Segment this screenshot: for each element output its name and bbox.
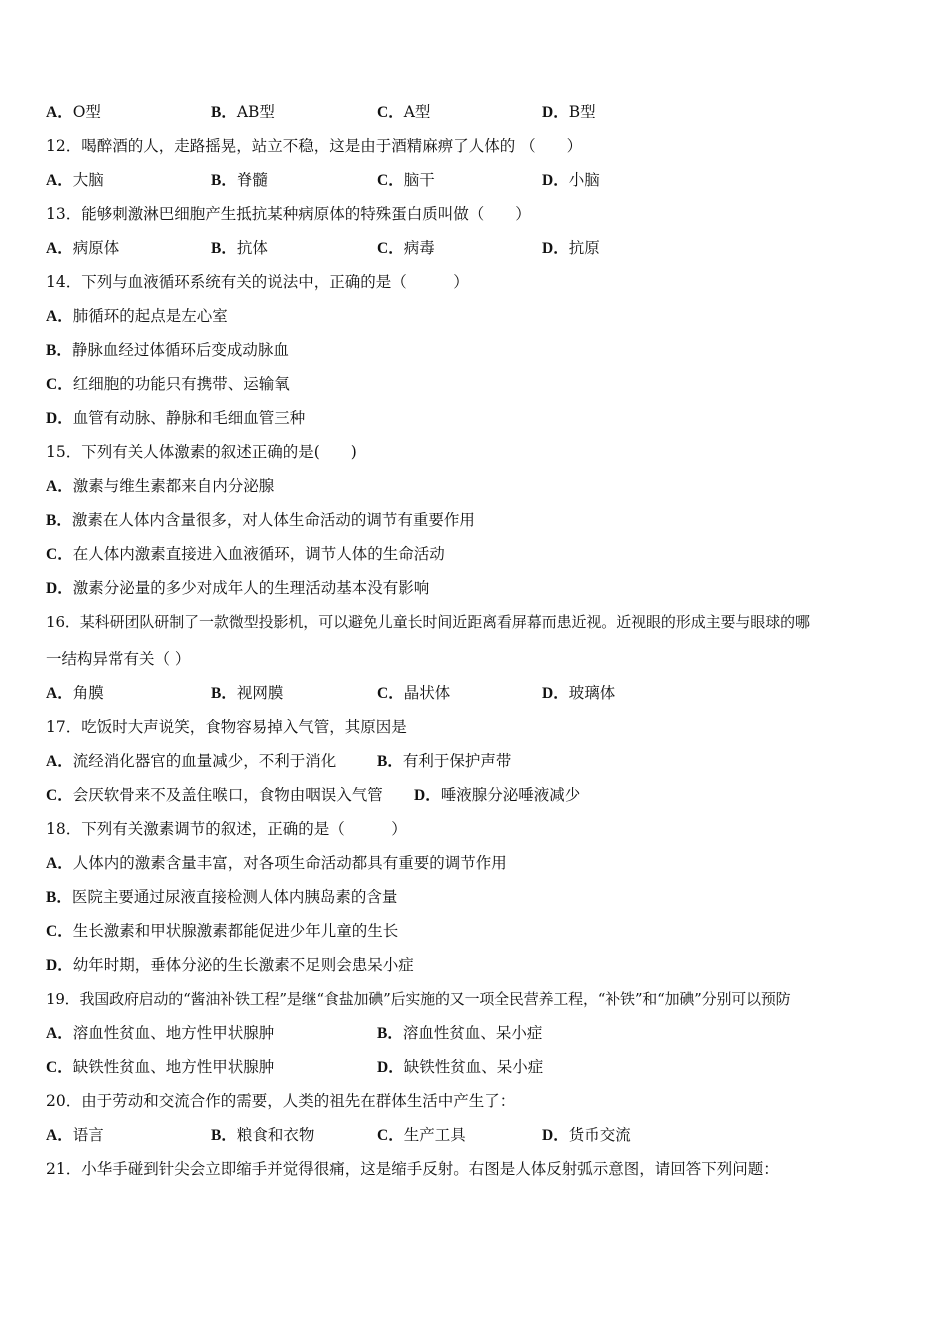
q15-option-c bbox=[46, 544, 445, 565]
q15-option-d bbox=[46, 578, 429, 599]
option-text: 肺循环的起点是左心室 bbox=[72, 307, 228, 325]
option-label: B． bbox=[377, 1025, 403, 1042]
option-text: 晶状体 bbox=[403, 684, 451, 702]
option-label: C． bbox=[46, 546, 73, 563]
q11-option-c bbox=[377, 102, 430, 123]
option-text: 语言 bbox=[72, 1126, 104, 1144]
option-label: B． bbox=[46, 512, 72, 529]
option-label: C． bbox=[377, 1127, 404, 1144]
option-label: C． bbox=[46, 376, 73, 393]
option-label: C． bbox=[46, 787, 73, 804]
option-label: B． bbox=[211, 172, 237, 189]
q17-option-c bbox=[46, 785, 383, 806]
option-label: D． bbox=[377, 1059, 404, 1076]
q18-option-c bbox=[46, 921, 398, 942]
q19-option-b bbox=[377, 1023, 542, 1044]
option-text: 生长激素和甲状腺激素都能促进少年儿童的生长 bbox=[72, 922, 399, 940]
option-text: 大脑 bbox=[72, 171, 104, 189]
q18-option-b bbox=[46, 887, 397, 908]
q19-option-c bbox=[46, 1057, 274, 1078]
q18-option-a bbox=[46, 853, 507, 874]
q12-option-c bbox=[377, 170, 435, 191]
option-label: A． bbox=[46, 1025, 73, 1042]
option-label: D． bbox=[46, 580, 73, 597]
option-label: D． bbox=[46, 410, 73, 427]
option-label: D． bbox=[542, 172, 569, 189]
option-text: 在人体内激素直接进入血液循环，调节人体的生命活动 bbox=[72, 545, 445, 563]
option-text: 激素与维生素都来自内分泌腺 bbox=[72, 477, 275, 495]
option-label: D． bbox=[542, 240, 569, 257]
option-label: A． bbox=[46, 240, 73, 257]
option-text: 血管有动脉、静脉和毛细血管三种 bbox=[72, 409, 306, 427]
q16-option-b bbox=[211, 683, 283, 704]
option-label: C． bbox=[377, 685, 404, 702]
q11-option-a bbox=[46, 102, 101, 123]
option-label: A． bbox=[46, 478, 73, 495]
option-label: A． bbox=[46, 685, 73, 702]
option-text: 静脉血经过体循环后变成动脉血 bbox=[71, 341, 289, 359]
option-label: B． bbox=[211, 1127, 237, 1144]
option-text: 红细胞的功能只有携带、运输氧 bbox=[72, 375, 290, 393]
q14-option-d bbox=[46, 408, 305, 429]
option-text: 小脑 bbox=[568, 171, 600, 189]
q12-option-b bbox=[211, 170, 268, 191]
option-label: D． bbox=[46, 957, 73, 974]
option-label: A． bbox=[46, 855, 73, 872]
q14-option-a bbox=[46, 306, 228, 327]
q13-option-a bbox=[46, 238, 119, 259]
q11-option-b bbox=[211, 102, 275, 123]
q17-option-d bbox=[414, 785, 580, 806]
option-label: C． bbox=[46, 923, 73, 940]
q13-option-b bbox=[211, 238, 268, 259]
option-label: D． bbox=[542, 685, 569, 702]
option-label: A． bbox=[46, 308, 73, 325]
q16-option-d bbox=[542, 683, 615, 704]
option-text: 医院主要通过尿液直接检测人体内胰岛素的含量 bbox=[71, 888, 398, 906]
option-text: 流经消化器官的血量减少，不利于消化 bbox=[72, 752, 337, 770]
q16-option-a bbox=[46, 683, 104, 704]
q14-stem: 14．下列与血液循环系统有关的说法中，正确的是（ ） bbox=[46, 273, 469, 291]
option-label: B． bbox=[46, 889, 72, 906]
q14-option-b bbox=[46, 340, 289, 361]
option-label: A． bbox=[46, 753, 73, 770]
option-text: 溶血性贫血、呆小症 bbox=[402, 1024, 543, 1042]
option-text: 抗原 bbox=[568, 239, 600, 257]
option-text: 粮食和衣物 bbox=[236, 1126, 315, 1144]
q15-stem: 15．下列有关人体激素的叙述正确的是( ) bbox=[46, 443, 357, 461]
option-text: 激素在人体内含量很多，对人体生命活动的调节有重要作用 bbox=[71, 511, 475, 529]
q11-option-d bbox=[542, 102, 596, 123]
option-label: C． bbox=[377, 240, 404, 257]
q12-option-d bbox=[542, 170, 600, 191]
option-text: 激素分泌量的多少对成年人的生理活动基本没有影响 bbox=[72, 579, 430, 597]
option-text: 玻璃体 bbox=[568, 684, 616, 702]
option-text: 会厌软骨来不及盖住喉口，食物由咽误入气管 bbox=[72, 786, 383, 804]
option-text: 病原体 bbox=[72, 239, 120, 257]
q16-stem-line1: 16．某科研团队研制了一款微型投影机，可以避免儿童长时间近距离看屏幕而患近视。近视眼的形成主要与眼球的哪 bbox=[46, 613, 810, 631]
q16-stem-line2: 一结构异常有关（ ） bbox=[46, 650, 191, 668]
option-text: 人体内的激素含量丰富，对各项生命活动都具有重要的调节作用 bbox=[72, 854, 507, 872]
q20-option-a bbox=[46, 1125, 104, 1146]
option-text: 有利于保护声带 bbox=[402, 752, 512, 770]
option-label: C． bbox=[377, 104, 404, 121]
q20-option-d bbox=[542, 1125, 631, 1146]
q17-option-a bbox=[46, 751, 336, 772]
option-label: B． bbox=[211, 240, 237, 257]
q17-stem: 17．吃饭时大声说笑，食物容易掉入气管，其原因是 bbox=[46, 718, 407, 736]
q17-option-b bbox=[377, 751, 511, 772]
option-label: A． bbox=[46, 104, 73, 121]
option-label: B． bbox=[377, 753, 403, 770]
q14-option-c bbox=[46, 374, 290, 395]
q15-option-a bbox=[46, 476, 274, 497]
option-text: O型 bbox=[72, 103, 101, 121]
q12-stem: 12．喝醉酒的人，走路摇晃，站立不稳，这是由于酒精麻痹了人体的 （ ） bbox=[46, 137, 583, 155]
q21-stem: 21．小华手碰到针尖会立即缩手并觉得很痛，这是缩手反射。右图是人体反射弧示意图，请回答下列问题： bbox=[46, 1160, 779, 1178]
option-text: AB型 bbox=[236, 103, 275, 121]
option-text: 脑干 bbox=[403, 171, 435, 189]
option-text: 角膜 bbox=[72, 684, 104, 702]
q18-option-d bbox=[46, 955, 414, 976]
q12-option-a bbox=[46, 170, 104, 191]
option-text: 生产工具 bbox=[403, 1126, 466, 1144]
option-label: B． bbox=[46, 342, 72, 359]
option-text: A型 bbox=[403, 103, 431, 121]
q19-option-d bbox=[377, 1057, 543, 1078]
q16-option-c bbox=[377, 683, 450, 704]
q13-option-c bbox=[377, 238, 435, 259]
option-text: 缺铁性贫血、地方性甲状腺肿 bbox=[72, 1058, 275, 1076]
q20-option-b bbox=[211, 1125, 314, 1146]
option-label: D． bbox=[542, 1127, 569, 1144]
q19-option-a bbox=[46, 1023, 274, 1044]
q19-stem: 19．我国政府启动的“酱油补铁工程”是继“食盐加碘”后实施的又一项全民营养工程，“补铁”和“加碘”分别可以预防 bbox=[46, 990, 791, 1008]
option-label: B． bbox=[211, 104, 237, 121]
option-label: A． bbox=[46, 1127, 73, 1144]
option-text: 脊髓 bbox=[236, 171, 268, 189]
option-text: 唾液腺分泌唾液减少 bbox=[440, 786, 581, 804]
q20-stem: 20．由于劳动和交流合作的需要，人类的祖先在群体生活中产生了： bbox=[46, 1092, 516, 1110]
option-label: B． bbox=[211, 685, 237, 702]
option-text: 视网膜 bbox=[236, 684, 284, 702]
q13-option-d bbox=[542, 238, 600, 259]
option-label: C． bbox=[46, 1059, 73, 1076]
option-text: 缺铁性贫血、呆小症 bbox=[403, 1058, 544, 1076]
option-text: B型 bbox=[568, 103, 596, 121]
option-text: 抗体 bbox=[236, 239, 268, 257]
q13-stem: 13．能够刺激淋巴细胞产生抵抗某种病原体的特殊蛋白质叫做（ ） bbox=[46, 205, 531, 223]
option-text: 病毒 bbox=[403, 239, 435, 257]
option-label: D． bbox=[414, 787, 441, 804]
option-label: A． bbox=[46, 172, 73, 189]
q20-option-c bbox=[377, 1125, 466, 1146]
option-label: C． bbox=[377, 172, 404, 189]
option-text: 溶血性贫血、地方性甲状腺肿 bbox=[72, 1024, 275, 1042]
option-text: 幼年时期，垂体分泌的生长激素不足则会患呆小症 bbox=[72, 956, 414, 974]
option-text: 货币交流 bbox=[568, 1126, 631, 1144]
q15-option-b bbox=[46, 510, 475, 531]
q18-stem: 18．下列有关激素调节的叙述，正确的是（ ） bbox=[46, 820, 407, 838]
option-label: D． bbox=[542, 104, 569, 121]
